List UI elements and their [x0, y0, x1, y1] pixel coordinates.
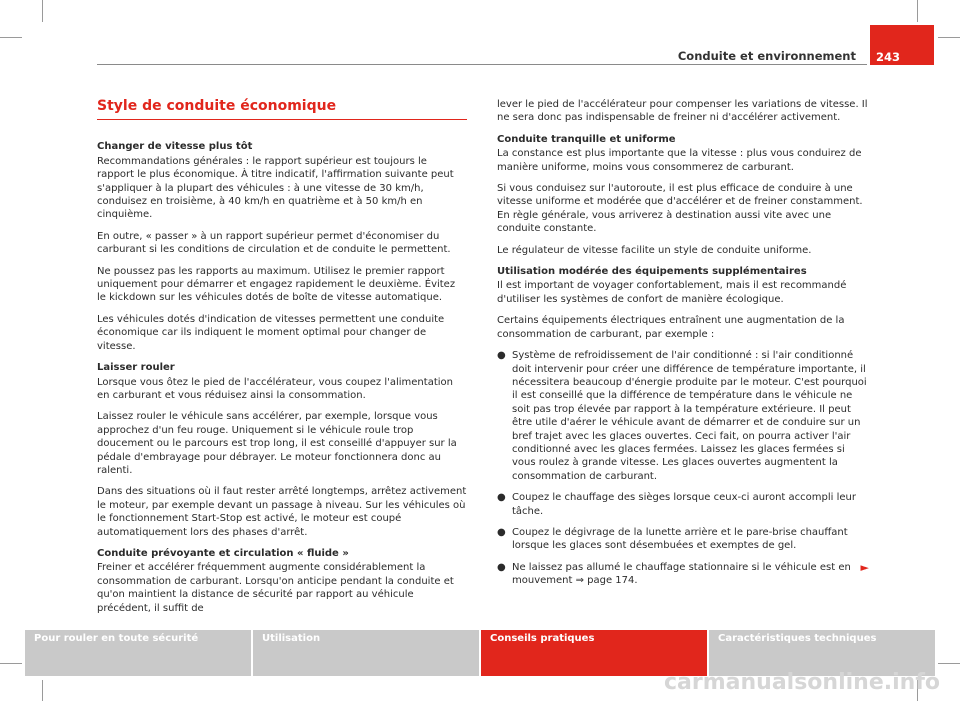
header-rule [97, 64, 867, 65]
footer-tab[interactable]: Caractéristiques techniques [709, 630, 935, 676]
paragraph: Laissez rouler le véhicule sans accélérer, par exemple, lorsque vous approchez d'un feu rouge. Uniquement si le véhicule roule trop doucement ou le parcours est trop long, il est conseillé d'appuyer sur la pédale d'embrayage pour débrayer. Le moteur fonctionnera donc au ralenti. [97, 411, 457, 476]
bullet-icon: ● [497, 492, 506, 504]
section-title-rule [97, 119, 467, 120]
crop-mark [0, 663, 22, 664]
bullet-item [497, 526, 869, 553]
paragraph: Les véhicules dotés d'indication de vitesses permettent une conduite économique car ils indiquent le moment optimal pour changer de vitesse. [97, 313, 445, 352]
bullet-text: Coupez le dégivrage de la lunette arrière et le pare-brise chauffant lorsque les glaces sont désembuées et exemptes de gel. [512, 526, 848, 552]
subheading: Changer de vitesse plus tôt [97, 141, 253, 153]
subheading: Laisser rouler [97, 362, 175, 374]
bullet-item [497, 349, 869, 483]
paragraph: Lorsque vous ôtez le pied de l'accélérateur, vous coupez l'alimentation en carburant et vous réduisez ainsi la consommation. [97, 376, 453, 401]
right-column [497, 98, 869, 596]
left-column [97, 100, 467, 623]
paragraph: Le régulateur de vitesse facilite un style de conduite uniforme. [497, 244, 812, 256]
bullet-icon: ● [497, 561, 506, 573]
crop-mark [938, 37, 960, 38]
paragraph: Freiner et accélérer fréquemment augmente considérablement la consommation de carburant. Lorsqu'on anticipe pendant la conduite et qu'on maintient la distance de sécurité par rapport au véhicule précédent, il suffit de [97, 562, 454, 614]
footer-tab[interactable]: Utilisation [253, 630, 481, 676]
paragraph: Ne poussez pas les rapports au maximum. Utilisez le premier rapport uniquement pour démarrer et engagez rapidement le deuxième. Évitez le kickdown sur les véhicules dotés de boîte de vitesse automatique. [97, 265, 456, 304]
bullet-icon: ● [497, 350, 506, 362]
crop-mark [938, 663, 960, 664]
bullet-text: Ne laissez pas allumé le chauffage stationnaire si le véhicule est en mouvement ⇒ page 174. [512, 561, 851, 587]
bullet-item [497, 561, 869, 588]
subheading: Utilisation modérée des équipements supplémentaires [497, 266, 807, 278]
page-number: 243 [876, 50, 901, 64]
footer-tab[interactable]: Pour rouler en toute sécurité [25, 630, 253, 676]
paragraph: En outre, « passer » à un rapport supérieur permet d'économiser du carburant si les conditions de circulation et de conduite le permettent. [97, 230, 451, 256]
watermark: carmanualsonline.info [664, 670, 940, 695]
section-title: Style de conduite économique [97, 98, 337, 114]
bullet-text: Système de refroidissement de l'air conditionné : si l'air conditionné doit intervenir pour créer une différence de température importante, il nécessitera beaucoup d'énergie produite par le moteur. C'est pourquoi il est conseillé que la différence de température dans le véhicule ne soit pas trop élevée par rapport à la température extérieure. Il peut être utile d'aérer le véhicule avant de démarrer et de conduire sur un bref trajet avec les glaces ouvertes. Ceci fait, on pourra activer l'air conditionné avec les glaces fermées. Laissez les glaces fermées si vous roulez à grande vitesse. Les glaces ouvertes augmentent la consommation de carburant. [512, 350, 867, 482]
subheading: Conduite tranquille et uniforme [497, 133, 676, 145]
paragraph: Certains équipements électriques entraînent une augmentation de la consommation de carburant, par exemple : [497, 315, 845, 340]
paragraph: La constance est plus importante que la vitesse : plus vous conduirez de manière uniforme, moins vous consommerez de carburant. [497, 148, 862, 173]
paragraph: Dans des situations où il faut rester arrêté longtemps, arrêtez activement le moteur, par exemple devant un passage à niveau. Sur les véhicules où le fonctionnement Start-Stop est activé, le moteur est coupé automatiquement lors des phases d'arrêt. [97, 486, 467, 538]
chapter-title: Conduite et environnement [677, 49, 856, 63]
paragraph: Il est important de voyager confortablement, mais il est recommandé d'utiliser les systèmes de confort de manière écologique. [497, 280, 847, 305]
paragraph: lever le pied de l'accélérateur pour compenser les variations de vitesse. Il ne sera donc pas indispensable de freiner ni d'accélérer activement. [497, 99, 868, 124]
footer-tab[interactable]: Conseils pratiques [481, 630, 709, 676]
bullet-icon: ● [497, 526, 506, 538]
crop-mark [917, 0, 918, 22]
crop-mark [0, 37, 22, 38]
bullet-text: Coupez le chauffage des sièges lorsque ceux-ci auront accompli leur tâche. [512, 492, 856, 517]
crop-mark [42, 0, 43, 22]
continue-arrow-icon: ► [860, 560, 869, 574]
crop-mark [42, 680, 43, 701]
paragraph: Recommandations générales : le rapport supérieur est toujours le rapport le plus économique. À titre indicatif, l'affirmation suivante peut s'appliquer à la plupart des véhicules : à une vitesse de 30 km/h, conduisez en troisième, à 40 km/h en quatrième et à 50 km/h en cinquième. [97, 155, 454, 221]
subheading: Conduite prévoyante et circulation « fluide » [97, 547, 349, 559]
paragraph: Si vous conduisez sur l'autoroute, il est plus efficace de conduire à une vitesse uniforme et modérée que d'accélérer et de freiner constamment. En règle générale, vous arriverez à destination aussi vite avec une conduite constante. [497, 183, 863, 235]
bullet-item [497, 491, 869, 518]
